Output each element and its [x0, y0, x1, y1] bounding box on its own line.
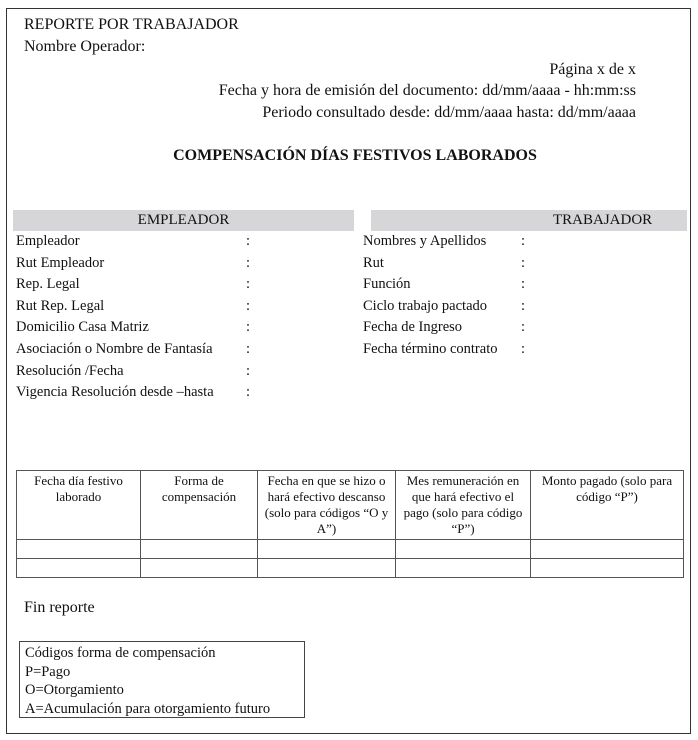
- emission-datetime: Fecha y hora de emisión del documento: dd/mm/aaaa - hh:mm:ss: [218, 82, 636, 99]
- field-label: Rut: [363, 254, 384, 271]
- field-label: Fecha término contrato: [363, 341, 498, 357]
- field-label: Rut Empleador: [16, 254, 105, 271]
- field-separator: :: [246, 297, 251, 314]
- field-separator: :: [521, 276, 526, 293]
- operator-label: Nombre Operador:: [24, 38, 146, 55]
- field-label: Función: [363, 276, 411, 293]
- field-separator: :: [521, 341, 526, 357]
- field-separator: :: [246, 384, 251, 401]
- code-item: P=Pago: [25, 663, 71, 680]
- field-label: Resolución /Fecha: [16, 362, 124, 379]
- field-separator: :: [246, 254, 251, 271]
- field-label: Asociación o Nombre de Fantasía: [16, 341, 213, 357]
- field-label: Ciclo trabajo pactado: [363, 297, 488, 314]
- period-range: Periodo consultado desde: dd/mm/aaaa hasta: dd/mm/aaaa: [262, 104, 636, 121]
- table-header-row: [17, 471, 684, 540]
- code-item: O=Otorgamiento: [25, 682, 124, 698]
- worker-heading-text: TRABAJADOR: [553, 212, 653, 228]
- field-label: Vigencia Resolución desde –hasta: [16, 384, 214, 401]
- field-label: Domicilio Casa Matriz: [16, 319, 149, 336]
- field-separator: :: [246, 319, 251, 336]
- field-label: Fecha de Ingreso: [363, 319, 463, 336]
- employer-heading: [13, 210, 354, 231]
- field-label: Nombres y Apellidos: [363, 233, 487, 249]
- table-row: [17, 559, 684, 578]
- col-monto-pagado: Monto pagado (solo para código “P”): [531, 471, 684, 540]
- page-number: Página x de x: [549, 61, 636, 78]
- codes-title: Códigos forma de compensación: [25, 645, 216, 661]
- field-separator: :: [246, 276, 251, 293]
- field-separator: :: [521, 254, 526, 271]
- field-separator: :: [521, 319, 526, 336]
- field-separator: :: [246, 233, 251, 249]
- end-of-report: Fin reporte: [24, 599, 95, 616]
- report-title: REPORTE POR TRABAJADOR: [24, 16, 239, 33]
- field-label: Empleador: [16, 233, 80, 249]
- employer-heading-text: EMPLEADOR: [137, 212, 230, 228]
- table-row: [17, 540, 684, 559]
- col-forma-compensacion: Forma de compensación: [141, 471, 258, 540]
- document-title: COMPENSACIÓN DÍAS FESTIVOS LABORADOS: [173, 147, 537, 164]
- field-separator: :: [521, 297, 526, 314]
- field-separator: :: [246, 341, 251, 357]
- field-label: Rep. Legal: [16, 276, 80, 293]
- compensation-table: [16, 470, 684, 578]
- codes-legend: [19, 641, 305, 718]
- field-label: Rut Rep. Legal: [16, 297, 105, 314]
- field-separator: :: [246, 362, 251, 379]
- col-mes-remuneracion: Mes remuneración en que hará efectivo el pago (solo para código “P”): [396, 471, 531, 540]
- worker-heading: [371, 210, 687, 231]
- col-fecha-descanso: Fecha en que se hizo o hará efectivo descanso (solo para códigos “O y A”): [258, 471, 396, 540]
- field-separator: :: [521, 233, 526, 249]
- code-item: A=Acumulación para otorgamiento futuro: [25, 700, 271, 717]
- col-fecha-festivo: Fecha día festivo laborado: [17, 471, 141, 540]
